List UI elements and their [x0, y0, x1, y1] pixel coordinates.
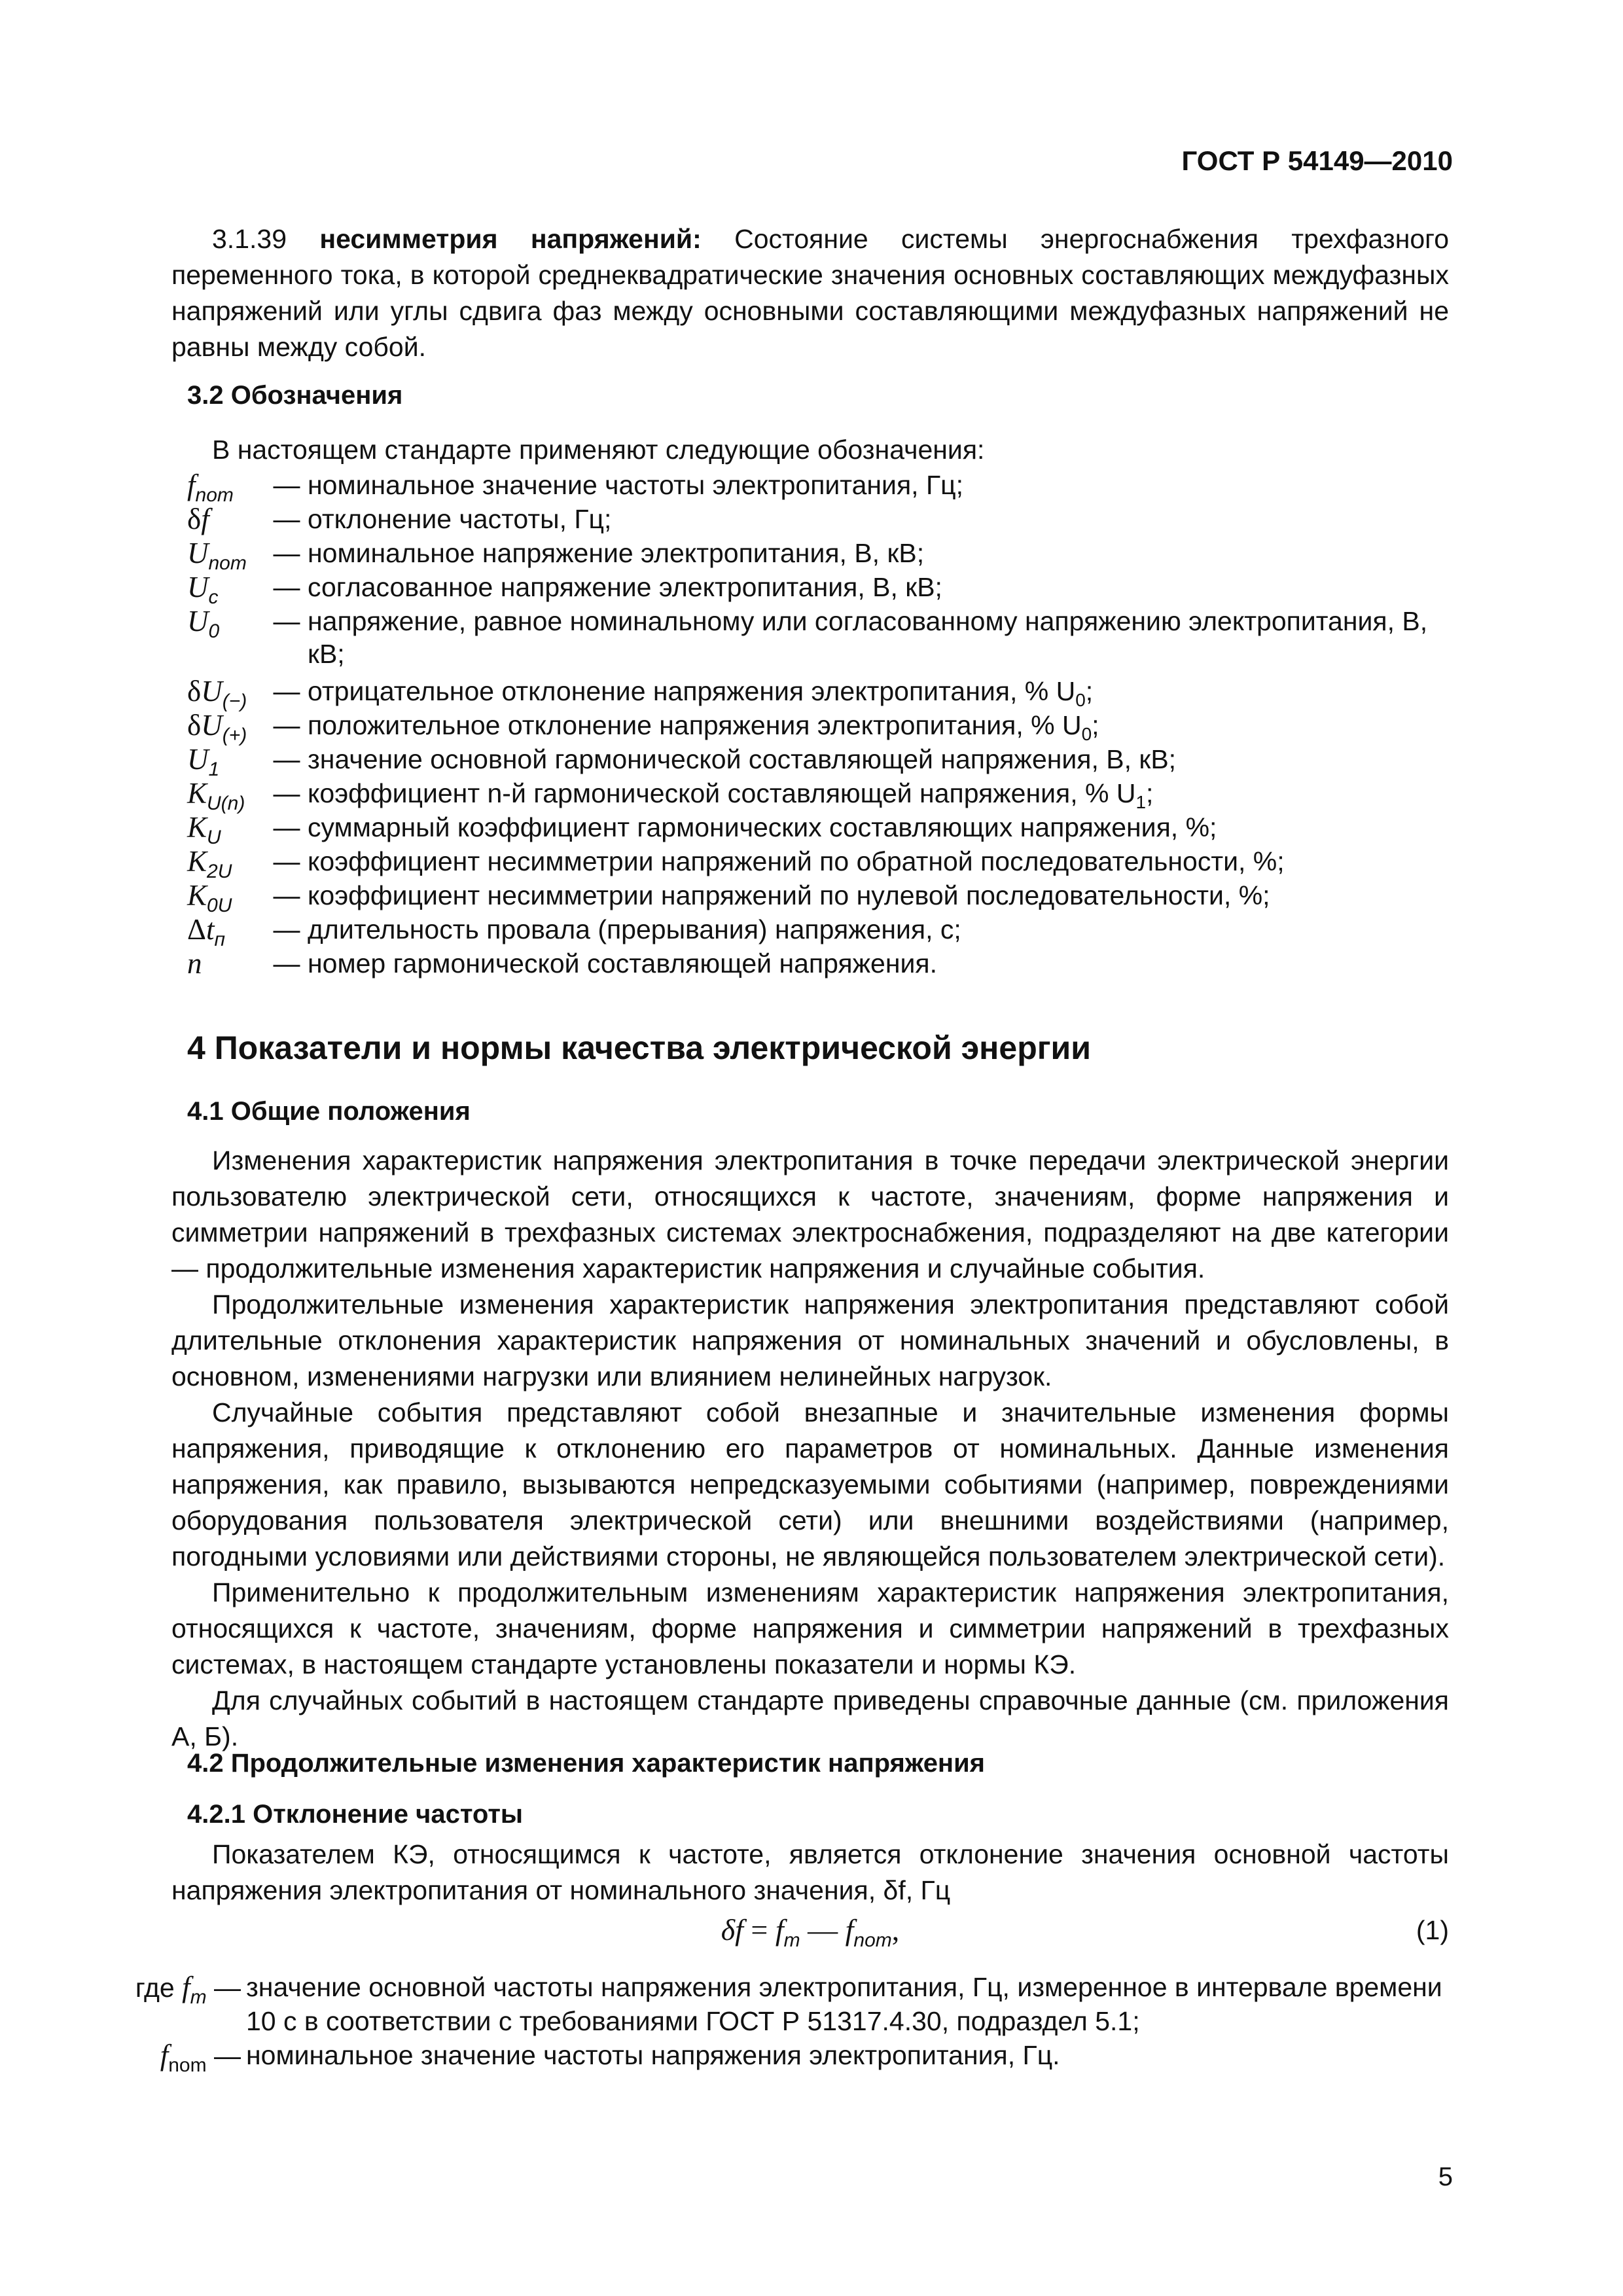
- symbol-definition: согласованное напряжение электропитания, В, кВ;: [308, 572, 942, 602]
- document-code: ГОСТ Р 54149—2010: [1181, 145, 1453, 176]
- symbol-definition: номинальное значение частоты электропитания, Гц;: [308, 470, 964, 500]
- formula-1: [171, 1912, 1449, 1949]
- symbol: $K_{2U}$: [187, 845, 232, 882]
- symbol-definition: длительность провала (прерывания) напряжения, с;: [308, 914, 961, 944]
- explanation-definition: номинальное значение частоты напряжения электропитания, Гц.: [246, 2040, 1060, 2070]
- symbol-row: [171, 811, 1454, 848]
- symbol-row: [171, 537, 1454, 574]
- symbol-row: [171, 879, 1454, 916]
- equation-number: (1): [1416, 1915, 1449, 1945]
- dash: —: [273, 812, 300, 842]
- symbol: $f_{nom}$: [187, 469, 234, 506]
- symbol-row: [171, 469, 1454, 506]
- symbols-list: [171, 469, 1454, 981]
- symbols-intro: [171, 432, 1449, 468]
- section-4-2-heading: 4.2 Продолжительные изменения характеристик напряжения: [187, 1749, 986, 1778]
- symbol-definition: положительное отклонение напряжения электропитания, % $U_0$;: [308, 710, 1099, 745]
- symbol-row: [171, 571, 1454, 608]
- symbol: $K_U$: [187, 811, 221, 848]
- explanation-row: [118, 2038, 1453, 2076]
- symbol: $U_1$: [187, 743, 220, 780]
- section-3-2-heading: 3.2 Обозначения: [187, 381, 403, 410]
- symbol: $U_{nom}$: [187, 537, 247, 574]
- symbol: $\delta U_{(-)}$: [187, 675, 247, 712]
- dash: —: [273, 778, 300, 808]
- symbols-intro-text: В настоящем стандарте применяют следующие обозначения:: [212, 435, 985, 465]
- symbol: $U_0$: [187, 605, 220, 642]
- dash: —: [273, 880, 300, 910]
- formula-expression: $\delta f = f_m$ — $f_{nom}$,: [721, 1913, 900, 1951]
- symbol-definition: суммарный коэффициент гармонических составляющих напряжения, %;: [308, 812, 1217, 842]
- explanation-row: [118, 1970, 1453, 2038]
- paragraph: Применительно к продолжительным изменениям характеристик напряжения электропитания, относящихся к частоте, значениям, форме напряжения и симметрии напряжений в трехфазных системах, в настоящем стандарте установлены показатели и нормы КЭ.: [171, 1577, 1449, 1679]
- symbol-row: [171, 845, 1454, 882]
- symbol-definition: значение основной гармонической составляющей напряжения, В, кВ;: [308, 744, 1177, 774]
- paragraph: Изменения характеристик напряжения электропитания в точке передачи электрической энергии пользователю электрической сети, относящихся к частоте, значениям, форме напряжения и симметрии напряжений в трехфазных системах электроснабжения, подразделяют на две категории — продолжительные изменения характеристик напряжения и случайные события.: [171, 1145, 1449, 1283]
- symbol: n: [187, 947, 202, 980]
- paragraph: Продолжительные изменения характеристик напряжения электропитания представляют собой длительные отклонения характеристик напряжения от номинальных значений и обусловлены, в основном, изменениями нагрузки или влиянием нелинейных нагрузок.: [171, 1289, 1449, 1391]
- symbol-definition: коэффициент несимметрии напряжений по нулевой последовательности, %;: [308, 880, 1270, 910]
- clause-3-1-39-paragraph: [171, 221, 1449, 365]
- paragraph: Показателем КЭ, относящимся к частоте, является отклонение значения основной частоты напряжения электропитания от номинального значения, δf, Гц: [171, 1839, 1449, 1905]
- explanation-symbol: $f_{nom}$ —: [160, 2039, 241, 2076]
- symbol-row: [171, 675, 1454, 712]
- dash: —: [273, 504, 300, 534]
- symbol-definition: номинальное напряжение электропитания, В, кВ;: [308, 538, 925, 568]
- symbol: $K_{0U}$: [187, 879, 232, 916]
- dash: —: [273, 572, 300, 602]
- dash: —: [273, 676, 300, 706]
- symbol-definition: отрицательное отклонение напряжения электропитания, % $U_0$;: [308, 676, 1094, 711]
- symbol-row: [171, 777, 1454, 814]
- symbol-row: [171, 913, 1454, 950]
- term: несимметрия напряжений:: [319, 224, 702, 254]
- clause-3-1-39: [171, 221, 1449, 365]
- symbol-row: [171, 743, 1454, 780]
- explanation-symbol: где $f_m$ —: [135, 1971, 241, 2008]
- section-4-1-heading: 4.1 Общие положения: [187, 1097, 471, 1126]
- symbol: $U_c$: [187, 571, 219, 608]
- dash: —: [273, 606, 300, 636]
- symbol-row: [171, 605, 1454, 675]
- dash: —: [273, 846, 300, 876]
- dash: —: [273, 538, 300, 568]
- symbol-definition: напряжение, равное номинальному или согласованному напряжению электропитания, В, кВ;: [308, 606, 1428, 669]
- clause-number: 3.1.39: [212, 224, 287, 254]
- term-definition: Состояние системы энергоснабжения трехфазного переменного тока, в которой среднеквадратические значения основных составляющих междуфазных напряжений или углы сдвига фаз между основными составляющими междуфазных напряжений не равны между собой.: [171, 224, 1449, 362]
- dash: —: [273, 948, 300, 978]
- symbol: $\Delta t_п$: [187, 913, 225, 950]
- symbol-row: [171, 709, 1454, 746]
- explanation-definition: значение основной частоты напряжения электропитания, Гц, измеренное в интервале времени 10 с в соответствии с требованиями ГОСТ Р 51317.4.30, подраздел 5.1;: [246, 1972, 1442, 2036]
- dash: —: [273, 744, 300, 774]
- section-4-2-1-body: [171, 1837, 1449, 1909]
- symbol-definition: отклонение частоты, Гц;: [308, 504, 612, 534]
- symbol: $K_{U(n)}$: [187, 777, 245, 814]
- symbol-definition: коэффициент n-й гармонической составляющей напряжения, % $U_1$;: [308, 778, 1154, 813]
- symbol: δf: [187, 503, 209, 535]
- symbol: $\delta U_{(+)}$: [187, 709, 247, 746]
- section-4-heading: 4 Показатели и нормы качества электрической энергии: [187, 1030, 1092, 1066]
- dash: —: [273, 710, 300, 740]
- section-4-1-body: [171, 1143, 1449, 1755]
- formula-explanation: [118, 1970, 1453, 2076]
- symbol-row: [171, 947, 1454, 981]
- dash: —: [273, 470, 300, 500]
- symbol-definition: коэффициент несимметрии напряжений по обратной последовательности, %;: [308, 846, 1285, 876]
- paragraph: Случайные события представляют собой внезапные и значительные изменения формы напряжения, приводящие к отклонению его параметров от номинальных. Данные изменения напряжения, как правило, вызываются непредсказуемыми событиями (например, повреждениями оборудования пользователя электрической сети) или внешними воздействиями (например, погодными условиями или действиями стороны, не являющейся пользователем электрической сети).: [171, 1397, 1449, 1571]
- section-4-2-1-heading: 4.2.1 Отклонение частоты: [187, 1800, 524, 1829]
- page-number: 5: [1438, 2162, 1453, 2191]
- paragraph: Для случайных событий в настоящем стандарте приведены справочные данные (см. приложения А, Б).: [171, 1685, 1449, 1751]
- symbol-row: [171, 503, 1454, 537]
- dash: —: [273, 914, 300, 944]
- symbol-definition: номер гармонической составляющей напряжения.: [308, 948, 937, 978]
